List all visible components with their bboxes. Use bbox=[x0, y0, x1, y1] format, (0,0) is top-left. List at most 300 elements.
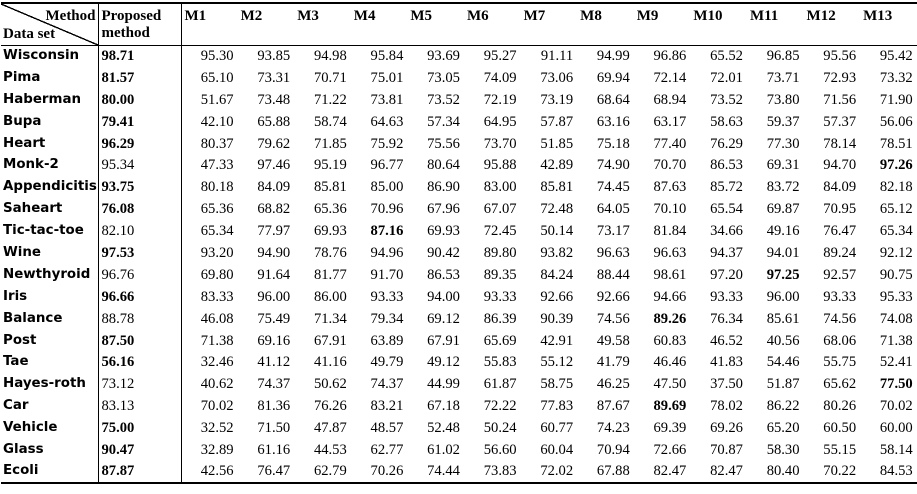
method-value-cell: 93.33 bbox=[710, 288, 743, 305]
method-value-cell: 65.52 bbox=[710, 48, 743, 65]
method-value-cell: 86.00 bbox=[313, 288, 347, 305]
table-row bbox=[1, 395, 917, 417]
method-value-cell: 87.16 bbox=[370, 223, 404, 240]
method-value-cell: 72.02 bbox=[540, 463, 574, 480]
dataset-name-cell: Wisconsin bbox=[3, 48, 80, 64]
method-value-cell: 93.33 bbox=[370, 288, 404, 305]
method-value-cell: 91.11 bbox=[540, 48, 574, 65]
method-value-cell: 56.06 bbox=[879, 113, 913, 130]
table-header bbox=[1, 3, 917, 45]
method-value-cell: 81.84 bbox=[653, 223, 687, 240]
method-value-cell: 77.40 bbox=[653, 135, 687, 152]
method-value-cell: 52.48 bbox=[427, 420, 460, 437]
method-value-cell: 80.26 bbox=[823, 398, 857, 415]
method-value-cell: 72.19 bbox=[483, 91, 517, 108]
method-value-cell: 46.52 bbox=[710, 332, 743, 349]
table-row bbox=[1, 89, 917, 111]
table-row bbox=[1, 220, 917, 242]
method-value-cell: 41.12 bbox=[257, 354, 291, 371]
method-value-cell: 93.33 bbox=[483, 288, 517, 305]
dataset-name-cell: Heart bbox=[3, 135, 46, 151]
method-value-cell: 60.83 bbox=[653, 332, 687, 349]
proposed-method-value-cell: 83.13 bbox=[98, 395, 181, 417]
method-value-cell: 80.64 bbox=[427, 157, 460, 174]
results-table-container bbox=[1, 2, 913, 484]
method-value-cell: 82.47 bbox=[710, 463, 743, 480]
method-value-cell: 65.62 bbox=[823, 376, 857, 393]
method-value-cell: 40.56 bbox=[766, 332, 800, 349]
method-value-cell: 73.52 bbox=[427, 91, 460, 108]
table-body bbox=[1, 45, 917, 483]
method-value-cell: 96.63 bbox=[653, 244, 687, 261]
method-value-cell: 47.87 bbox=[313, 420, 347, 437]
method-value-cell: 95.27 bbox=[483, 48, 517, 65]
method-value-cell: 71.22 bbox=[313, 91, 347, 108]
method-value-cell: 84.24 bbox=[540, 266, 574, 283]
method-value-cell: 69.12 bbox=[427, 310, 460, 327]
proposed-method-value-cell: 96.29 bbox=[98, 133, 181, 155]
method-value-cell: 94.99 bbox=[596, 48, 630, 65]
method-value-cell: 69.31 bbox=[766, 157, 800, 174]
method-value-cell: 76.26 bbox=[313, 398, 347, 415]
method-value-cell: 69.16 bbox=[257, 332, 291, 349]
method-value-cell: 76.34 bbox=[710, 310, 743, 327]
method-header-m13: M13 bbox=[863, 8, 893, 24]
dataset-name-cell: Pima bbox=[3, 69, 41, 85]
method-value-cell: 70.96 bbox=[370, 201, 404, 218]
method-value-cell: 77.83 bbox=[540, 398, 574, 415]
method-value-cell: 89.80 bbox=[483, 244, 517, 261]
method-value-cell: 73.05 bbox=[427, 69, 460, 86]
method-value-cell: 94.98 bbox=[313, 48, 347, 65]
method-value-cell: 67.07 bbox=[483, 201, 517, 218]
method-value-cell: 41.79 bbox=[596, 354, 630, 371]
method-value-cell: 58.74 bbox=[313, 113, 347, 130]
method-value-cell: 89.35 bbox=[483, 266, 517, 283]
method-value-cell: 46.25 bbox=[596, 376, 630, 393]
method-value-cell: 75.18 bbox=[596, 135, 630, 152]
method-value-cell: 75.49 bbox=[257, 310, 291, 327]
proposed-method-value-cell: 73.12 bbox=[98, 373, 181, 395]
method-value-cell: 74.09 bbox=[483, 69, 517, 86]
method-value-cell: 55.83 bbox=[483, 354, 517, 371]
method-value-cell: 60.00 bbox=[879, 420, 913, 437]
method-value-cell: 81.77 bbox=[313, 266, 347, 283]
method-value-cell: 49.79 bbox=[370, 354, 404, 371]
method-value-cell: 58.63 bbox=[710, 113, 743, 130]
method-value-cell: 77.30 bbox=[766, 135, 800, 152]
method-value-cell: 69.93 bbox=[427, 223, 460, 240]
proposed-method-value-cell: 80.00 bbox=[98, 89, 181, 111]
method-value-cell: 51.85 bbox=[540, 135, 574, 152]
method-value-cell: 62.77 bbox=[370, 441, 404, 458]
method-value-cell: 60.50 bbox=[823, 420, 857, 437]
method-value-cell: 47.50 bbox=[653, 376, 687, 393]
method-value-cell: 61.87 bbox=[483, 376, 517, 393]
corner-method-label: Method bbox=[45, 8, 96, 24]
table-row bbox=[1, 373, 917, 395]
method-value-cell: 85.81 bbox=[540, 179, 574, 196]
method-value-cell: 82.18 bbox=[879, 179, 913, 196]
method-value-cell: 73.06 bbox=[540, 69, 574, 86]
method-value-cell: 59.37 bbox=[766, 113, 800, 130]
method-value-cell: 61.02 bbox=[427, 441, 460, 458]
method-value-cell: 74.45 bbox=[596, 179, 630, 196]
method-value-cell: 51.67 bbox=[200, 91, 234, 108]
method-value-cell: 70.02 bbox=[879, 398, 913, 415]
method-value-cell: 34.66 bbox=[710, 223, 743, 240]
method-value-cell: 42.89 bbox=[540, 157, 574, 174]
method-value-cell: 72.66 bbox=[653, 441, 687, 458]
method-value-cell: 57.34 bbox=[427, 113, 460, 130]
method-value-cell: 83.72 bbox=[766, 179, 800, 196]
method-value-cell: 41.16 bbox=[313, 354, 347, 371]
method-value-cell: 72.45 bbox=[483, 223, 517, 240]
proposed-method-value-cell: 95.34 bbox=[98, 154, 181, 176]
method-value-cell: 67.88 bbox=[596, 463, 630, 480]
method-value-cell: 94.00 bbox=[427, 288, 460, 305]
method-value-cell: 92.57 bbox=[823, 266, 857, 283]
method-value-cell: 60.04 bbox=[540, 441, 574, 458]
header-row bbox=[1, 3, 917, 45]
table-row bbox=[1, 242, 917, 264]
method-value-cell: 73.31 bbox=[257, 69, 291, 86]
method-value-cell: 94.66 bbox=[653, 288, 687, 305]
method-value-cell: 73.71 bbox=[766, 69, 800, 86]
method-value-cell: 70.10 bbox=[653, 201, 687, 218]
table-row bbox=[1, 417, 917, 439]
method-value-cell: 70.95 bbox=[823, 201, 857, 218]
proposed-method-value-cell: 96.66 bbox=[98, 286, 181, 308]
method-header-m10: M10 bbox=[693, 8, 723, 24]
method-value-cell: 75.56 bbox=[427, 135, 460, 152]
table-row bbox=[1, 198, 917, 220]
method-value-cell: 67.91 bbox=[427, 332, 460, 349]
method-value-cell: 83.00 bbox=[483, 179, 517, 196]
method-value-cell: 68.64 bbox=[596, 91, 630, 108]
method-value-cell: 72.93 bbox=[823, 69, 857, 86]
dataset-name-cell: Wine bbox=[3, 244, 41, 260]
method-value-cell: 55.12 bbox=[540, 354, 574, 371]
proposed-method-header-line1: Proposed bbox=[101, 8, 162, 24]
method-value-cell: 96.85 bbox=[766, 48, 800, 65]
method-value-cell: 98.61 bbox=[653, 266, 687, 283]
dataset-name-cell: Tic-tac-toe bbox=[3, 223, 84, 239]
method-value-cell: 32.46 bbox=[200, 354, 234, 371]
method-value-cell: 96.86 bbox=[653, 48, 687, 65]
method-header-m5: M5 bbox=[410, 8, 433, 24]
dataset-name-cell: Car bbox=[3, 398, 29, 414]
method-header-m3: M3 bbox=[297, 8, 319, 24]
method-value-cell: 84.09 bbox=[823, 179, 857, 196]
method-value-cell: 68.94 bbox=[653, 91, 687, 108]
method-value-cell: 93.85 bbox=[257, 48, 291, 65]
method-value-cell: 65.10 bbox=[200, 69, 234, 86]
method-value-cell: 49.16 bbox=[766, 223, 800, 240]
method-value-cell: 70.22 bbox=[823, 463, 857, 480]
method-value-cell: 74.56 bbox=[596, 310, 630, 327]
table-row bbox=[1, 154, 917, 176]
method-value-cell: 73.80 bbox=[766, 91, 800, 108]
method-value-cell: 80.37 bbox=[200, 135, 234, 152]
method-value-cell: 94.90 bbox=[257, 244, 291, 261]
method-value-cell: 41.83 bbox=[710, 354, 743, 371]
method-value-cell: 87.67 bbox=[596, 398, 630, 415]
proposed-method-value-cell: 96.76 bbox=[98, 264, 181, 286]
method-value-cell: 76.29 bbox=[710, 135, 743, 152]
method-value-cell: 91.70 bbox=[370, 266, 404, 283]
corner-header-cell bbox=[1, 3, 98, 45]
method-value-cell: 72.01 bbox=[710, 69, 743, 86]
method-value-cell: 85.72 bbox=[710, 179, 743, 196]
method-value-cell: 76.47 bbox=[823, 223, 857, 240]
method-header-m8: M8 bbox=[580, 8, 602, 24]
proposed-method-value-cell: 75.00 bbox=[98, 417, 181, 439]
method-value-cell: 83.33 bbox=[200, 288, 234, 305]
method-header-m2: M2 bbox=[240, 8, 263, 24]
table-row bbox=[1, 330, 917, 352]
method-value-cell: 63.89 bbox=[370, 332, 404, 349]
method-value-cell: 97.25 bbox=[766, 266, 800, 283]
method-value-cell: 74.08 bbox=[879, 310, 913, 327]
method-value-cell: 32.52 bbox=[200, 420, 234, 437]
method-value-cell: 55.15 bbox=[823, 441, 857, 458]
method-value-cell: 56.60 bbox=[483, 441, 517, 458]
table-row bbox=[1, 286, 917, 308]
method-value-cell: 65.36 bbox=[200, 201, 234, 218]
method-value-cell: 86.22 bbox=[766, 398, 800, 415]
method-value-cell: 85.00 bbox=[370, 179, 404, 196]
method-value-cell: 71.56 bbox=[823, 91, 857, 108]
method-value-cell: 40.62 bbox=[200, 376, 234, 393]
method-value-cell: 90.42 bbox=[427, 244, 460, 261]
method-value-cell: 89.26 bbox=[653, 310, 687, 327]
proposed-method-header-line2: method bbox=[101, 25, 150, 41]
method-value-cell: 85.61 bbox=[766, 310, 800, 327]
method-value-cell: 70.02 bbox=[200, 398, 234, 415]
method-value-cell: 74.44 bbox=[427, 463, 460, 480]
method-value-cell: 93.69 bbox=[427, 48, 460, 65]
dataset-name-cell: Hayes-roth bbox=[3, 376, 86, 392]
method-value-cell: 95.19 bbox=[313, 157, 347, 174]
method-value-cell: 32.89 bbox=[200, 441, 234, 458]
dataset-name-cell: Post bbox=[3, 332, 37, 348]
method-value-cell: 70.70 bbox=[653, 157, 687, 174]
method-value-cell: 70.71 bbox=[313, 69, 347, 86]
method-value-cell: 92.66 bbox=[540, 288, 574, 305]
method-value-cell: 95.88 bbox=[483, 157, 517, 174]
method-value-cell: 50.14 bbox=[540, 223, 574, 240]
method-value-cell: 69.26 bbox=[710, 420, 743, 437]
method-value-cell: 63.16 bbox=[596, 113, 630, 130]
method-value-cell: 96.63 bbox=[596, 244, 630, 261]
method-value-cell: 46.46 bbox=[653, 354, 687, 371]
method-value-cell: 91.64 bbox=[257, 266, 291, 283]
method-value-cell: 77.50 bbox=[879, 376, 913, 393]
proposed-method-value-cell: 79.41 bbox=[98, 111, 181, 133]
method-header-m7: M7 bbox=[523, 8, 546, 24]
method-value-cell: 74.23 bbox=[596, 420, 630, 437]
method-value-cell: 97.26 bbox=[879, 157, 913, 174]
dataset-name-cell: Glass bbox=[3, 441, 44, 457]
method-value-cell: 95.84 bbox=[370, 48, 404, 65]
method-value-cell: 75.92 bbox=[370, 135, 404, 152]
method-header-m11: M11 bbox=[749, 8, 779, 24]
method-value-cell: 70.26 bbox=[370, 463, 404, 480]
method-value-cell: 74.37 bbox=[257, 376, 291, 393]
dataset-name-cell: Saheart bbox=[3, 201, 63, 217]
table-row bbox=[1, 308, 917, 330]
proposed-method-value-cell: 97.53 bbox=[98, 242, 181, 264]
method-value-cell: 92.66 bbox=[596, 288, 630, 305]
proposed-method-header bbox=[98, 3, 181, 45]
method-header-m6: M6 bbox=[466, 8, 489, 24]
method-value-cell: 73.32 bbox=[879, 69, 913, 86]
method-header-m1: M1 bbox=[184, 8, 207, 24]
method-value-cell: 69.39 bbox=[653, 420, 687, 437]
method-value-cell: 71.34 bbox=[313, 310, 347, 327]
method-value-cell: 49.12 bbox=[427, 354, 460, 371]
method-value-cell: 50.24 bbox=[483, 420, 517, 437]
method-value-cell: 71.50 bbox=[257, 420, 291, 437]
method-value-cell: 67.96 bbox=[427, 201, 460, 218]
table-row bbox=[1, 439, 917, 461]
dataset-name-cell: Iris bbox=[3, 288, 28, 304]
method-value-cell: 94.70 bbox=[823, 157, 857, 174]
method-value-cell: 96.00 bbox=[257, 288, 291, 305]
method-value-cell: 73.70 bbox=[483, 135, 517, 152]
method-value-cell: 65.12 bbox=[879, 201, 913, 218]
dataset-name-cell: Balance bbox=[3, 310, 63, 326]
method-value-cell: 51.87 bbox=[766, 376, 800, 393]
method-value-cell: 57.37 bbox=[823, 113, 857, 130]
method-value-cell: 83.21 bbox=[370, 398, 404, 415]
method-value-cell: 78.51 bbox=[879, 135, 913, 152]
method-value-cell: 78.14 bbox=[823, 135, 857, 152]
method-value-cell: 93.20 bbox=[200, 244, 234, 261]
method-value-cell: 90.39 bbox=[540, 310, 574, 327]
method-value-cell: 73.52 bbox=[710, 91, 743, 108]
method-value-cell: 42.91 bbox=[540, 332, 574, 349]
method-value-cell: 89.69 bbox=[653, 398, 687, 415]
method-value-cell: 69.93 bbox=[313, 223, 347, 240]
method-value-cell: 48.57 bbox=[370, 420, 404, 437]
dataset-name-cell: Tae bbox=[3, 354, 29, 370]
method-value-cell: 68.06 bbox=[823, 332, 857, 349]
method-value-cell: 79.34 bbox=[370, 310, 404, 327]
method-value-cell: 65.20 bbox=[766, 420, 800, 437]
method-value-cell: 76.47 bbox=[257, 463, 291, 480]
method-value-cell: 55.75 bbox=[823, 354, 857, 371]
method-value-cell: 95.42 bbox=[879, 48, 913, 65]
method-value-cell: 64.63 bbox=[370, 113, 404, 130]
method-value-cell: 65.88 bbox=[257, 113, 291, 130]
method-value-cell: 65.36 bbox=[313, 201, 347, 218]
proposed-method-value-cell: 87.87 bbox=[98, 461, 181, 483]
dataset-name-cell: Bupa bbox=[3, 113, 42, 129]
method-value-cell: 78.76 bbox=[313, 244, 347, 261]
method-value-cell: 52.41 bbox=[879, 354, 913, 371]
method-value-cell: 42.10 bbox=[200, 113, 234, 130]
method-value-cell: 74.56 bbox=[823, 310, 857, 327]
method-value-cell: 65.34 bbox=[879, 223, 913, 240]
method-value-cell: 69.80 bbox=[200, 266, 234, 283]
method-value-cell: 37.50 bbox=[710, 376, 743, 393]
method-value-cell: 44.99 bbox=[427, 376, 460, 393]
method-value-cell: 80.18 bbox=[200, 179, 234, 196]
method-value-cell: 86.39 bbox=[483, 310, 517, 327]
method-value-cell: 68.82 bbox=[257, 201, 291, 218]
proposed-method-value-cell: 90.47 bbox=[98, 439, 181, 461]
proposed-method-value-cell: 76.08 bbox=[98, 198, 181, 220]
proposed-method-value-cell: 93.75 bbox=[98, 176, 181, 198]
method-header-m12: M12 bbox=[806, 8, 836, 24]
method-value-cell: 87.63 bbox=[653, 179, 687, 196]
table-row bbox=[1, 461, 917, 483]
method-value-cell: 90.75 bbox=[879, 266, 913, 283]
method-value-cell: 73.48 bbox=[257, 91, 291, 108]
method-value-cell: 80.40 bbox=[766, 463, 800, 480]
method-value-cell: 71.90 bbox=[879, 91, 913, 108]
method-value-cell: 64.95 bbox=[483, 113, 517, 130]
method-value-cell: 95.33 bbox=[879, 288, 913, 305]
results-table bbox=[1, 2, 917, 484]
method-value-cell: 89.24 bbox=[823, 244, 857, 261]
method-value-cell: 84.53 bbox=[879, 463, 913, 480]
method-value-cell: 63.17 bbox=[653, 113, 687, 130]
table-row bbox=[1, 67, 917, 89]
method-value-cell: 93.33 bbox=[823, 288, 857, 305]
method-value-cell: 50.62 bbox=[313, 376, 347, 393]
method-value-cell: 58.75 bbox=[540, 376, 574, 393]
method-value-cell: 86.53 bbox=[427, 266, 460, 283]
table-row bbox=[1, 111, 917, 133]
method-value-cell: 85.81 bbox=[313, 179, 347, 196]
method-value-cell: 64.05 bbox=[596, 201, 630, 218]
method-value-cell: 42.56 bbox=[200, 463, 234, 480]
method-value-cell: 67.91 bbox=[313, 332, 347, 349]
method-value-cell: 65.54 bbox=[710, 201, 743, 218]
method-value-cell: 97.46 bbox=[257, 157, 291, 174]
method-value-cell: 93.82 bbox=[540, 244, 574, 261]
method-value-cell: 71.38 bbox=[200, 332, 234, 349]
method-value-cell: 74.90 bbox=[596, 157, 630, 174]
method-value-cell: 82.47 bbox=[653, 463, 687, 480]
method-value-cell: 71.38 bbox=[879, 332, 913, 349]
method-value-cell: 77.97 bbox=[257, 223, 291, 240]
proposed-method-value-cell: 88.78 bbox=[98, 308, 181, 330]
method-value-cell: 97.20 bbox=[710, 266, 743, 283]
dataset-name-cell: Haberman bbox=[3, 91, 82, 107]
method-value-cell: 65.34 bbox=[200, 223, 234, 240]
proposed-method-value-cell: 56.16 bbox=[98, 351, 181, 373]
method-value-cell: 79.62 bbox=[257, 135, 291, 152]
method-value-cell: 61.16 bbox=[257, 441, 291, 458]
method-header-m9: M9 bbox=[636, 8, 659, 24]
method-value-cell: 69.87 bbox=[766, 201, 800, 218]
method-value-cell: 73.17 bbox=[596, 223, 630, 240]
table-row bbox=[1, 133, 917, 155]
method-value-cell: 94.37 bbox=[710, 244, 743, 261]
dataset-name-cell: Vehicle bbox=[3, 420, 58, 436]
method-value-cell: 69.94 bbox=[596, 69, 630, 86]
method-value-cell: 86.90 bbox=[427, 179, 460, 196]
method-value-cell: 70.87 bbox=[710, 441, 743, 458]
method-value-cell: 62.79 bbox=[313, 463, 347, 480]
dataset-name-cell: Monk-2 bbox=[3, 157, 59, 173]
method-value-cell: 73.19 bbox=[540, 91, 574, 108]
table-row bbox=[1, 264, 917, 286]
